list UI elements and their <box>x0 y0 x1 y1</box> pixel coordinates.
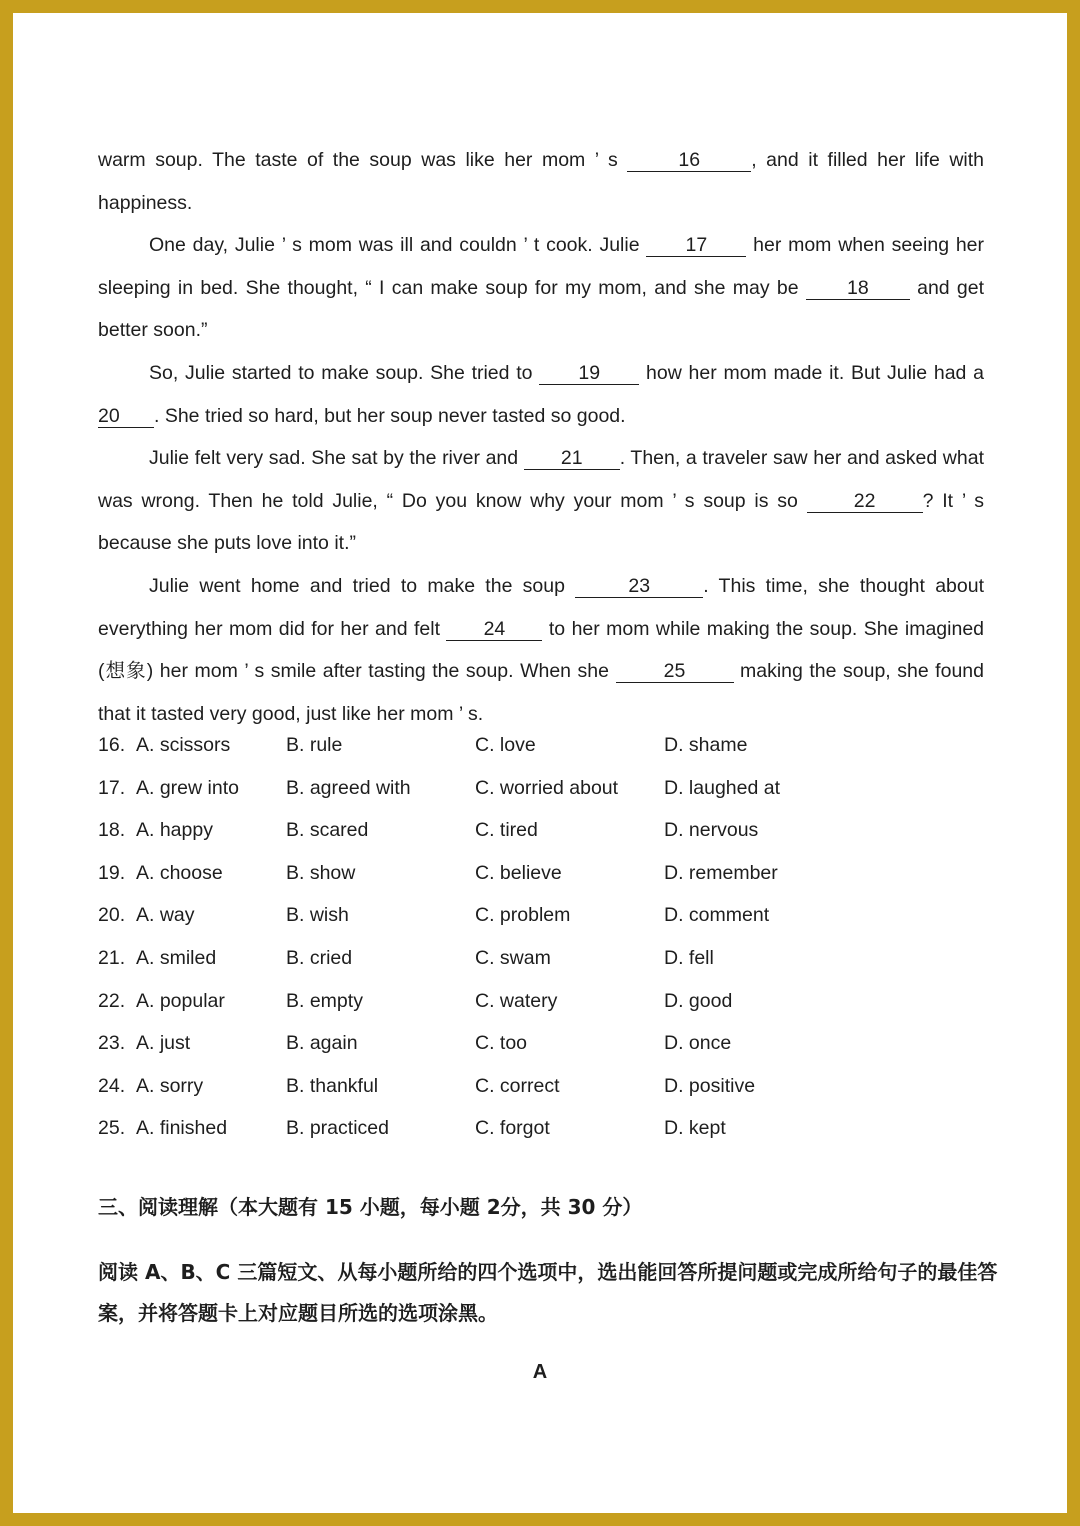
passage-label: A <box>532 1361 548 1383</box>
question-number: 17. <box>98 776 126 799</box>
option-b: B. thankful <box>286 1074 379 1097</box>
option-b: B. scared <box>286 819 369 842</box>
option-a: A. grew into <box>136 776 239 799</box>
question-number: 20. <box>98 904 126 927</box>
answer-options <box>98 724 984 1150</box>
option-d: D. comment <box>664 904 770 927</box>
option-c: C. watery <box>475 989 558 1012</box>
option-b: B. show <box>286 861 356 884</box>
question-row <box>98 1107 984 1150</box>
exam-page <box>13 13 1067 1513</box>
option-a: A. scissors <box>136 734 231 756</box>
question-number: 16. <box>98 734 126 756</box>
question-row <box>98 1065 984 1108</box>
paragraph-2: One day, Julie ’ s mom was ill and couldn ’ t cook. Julie 17 her mom when seeing her sleeping in bed. She thought, “ I can make soup for my mom, and she may be 18 and get better soon.” <box>98 234 985 342</box>
option-c: C. tired <box>475 819 538 842</box>
option-c: C. forgot <box>475 1117 550 1140</box>
paragraph-1: warm soup. The taste of the soup was like her mom ’ s 16 , and it filled her life with happiness. <box>98 149 984 214</box>
paragraph-5: Julie went home and tried to make the soup 23 . This time, she thought about everything her mom did for her and felt 24 to her mom while making the soup. She imagined (想象) her mom ’ s smile after tasting the soup. When she 25 making the soup, she found that it tasted very good, just like her mom ’ s. <box>98 574 985 725</box>
section-instructions: 阅读 A、B、C 三篇短文、从每小题所给的四个选项中，选出能回答所提问题或完成所给句子的最佳答案，并将答题卡上对应题目所选的选项涂黑。 <box>98 1260 998 1325</box>
blank-23: 23 <box>575 575 703 598</box>
question-row <box>98 937 984 980</box>
option-b: B. agreed with <box>286 776 411 799</box>
question-row <box>98 980 984 1023</box>
question-row <box>98 852 984 895</box>
question-row <box>98 809 984 852</box>
option-a: A. way <box>136 904 195 927</box>
option-a: A. happy <box>136 819 213 842</box>
option-c: C. problem <box>475 904 571 927</box>
option-d: D. kept <box>664 1117 726 1140</box>
question-number: 18. <box>98 819 126 842</box>
option-d: D. remember <box>664 861 778 884</box>
option-b: B. again <box>286 1032 358 1055</box>
cloze-passage <box>98 139 984 735</box>
option-d: D. once <box>664 1032 732 1055</box>
option-d: D. good <box>664 989 733 1012</box>
blank-20: 20 <box>98 405 154 428</box>
question-row <box>98 724 984 767</box>
question-number: 21. <box>98 946 126 969</box>
blank-22: 22 <box>807 490 923 513</box>
blank-17: 17 <box>646 234 746 257</box>
blank-16: 16 <box>627 149 751 172</box>
blank-24: 24 <box>446 618 542 641</box>
option-d: D. shame <box>664 734 748 756</box>
option-b: B. empty <box>286 989 363 1012</box>
option-b: B. wish <box>286 904 349 927</box>
blank-18: 18 <box>806 277 910 300</box>
option-a: A. sorry <box>136 1074 204 1097</box>
blank-19: 19 <box>539 362 639 385</box>
question-number: 24. <box>98 1074 126 1097</box>
option-b: B. cried <box>286 946 353 969</box>
option-c: C. believe <box>475 861 562 884</box>
question-number: 25. <box>98 1117 126 1140</box>
option-b: B. rule <box>286 734 343 756</box>
question-row <box>98 767 984 810</box>
option-c: C. worried about <box>475 776 619 799</box>
option-a: A. finished <box>136 1117 228 1140</box>
option-a: A. smiled <box>136 946 217 969</box>
question-row <box>98 1022 984 1065</box>
option-c: C. love <box>475 734 536 756</box>
question-number: 23. <box>98 1032 126 1055</box>
question-number: 22. <box>98 989 126 1012</box>
option-b: B. practiced <box>286 1117 389 1140</box>
blank-25: 25 <box>616 660 734 683</box>
option-d: D. fell <box>664 946 714 969</box>
option-a: A. popular <box>136 989 225 1012</box>
paragraph-3: So, Julie started to make soup. She tried to 19 how her mom made it. But Julie had a 20 . She tried so hard, but her soup never tasted so good. <box>98 361 984 427</box>
option-d: D. nervous <box>664 819 759 842</box>
option-c: C. correct <box>475 1074 560 1097</box>
paragraph-4: Julie felt very sad. She sat by the river and 21 . Then, a traveler saw her and asked what was wrong. Then he told Julie, “ Do you know why your mom ’ s soup is so 22 ? It ’ s because she puts love into it.” <box>98 447 984 555</box>
option-a: A. just <box>136 1032 191 1055</box>
question-number: 19. <box>98 861 126 884</box>
blank-21: 21 <box>524 447 620 470</box>
question-row <box>98 894 984 937</box>
option-d: D. positive <box>664 1074 756 1097</box>
option-c: C. swam <box>475 946 551 969</box>
section-title: 三、阅读理解（本大题有 15 小题，每小题 2分，共 30 分） <box>98 1195 643 1219</box>
option-d: D. laughed at <box>664 776 781 799</box>
option-a: A. choose <box>136 861 223 884</box>
option-c: C. too <box>475 1032 528 1055</box>
